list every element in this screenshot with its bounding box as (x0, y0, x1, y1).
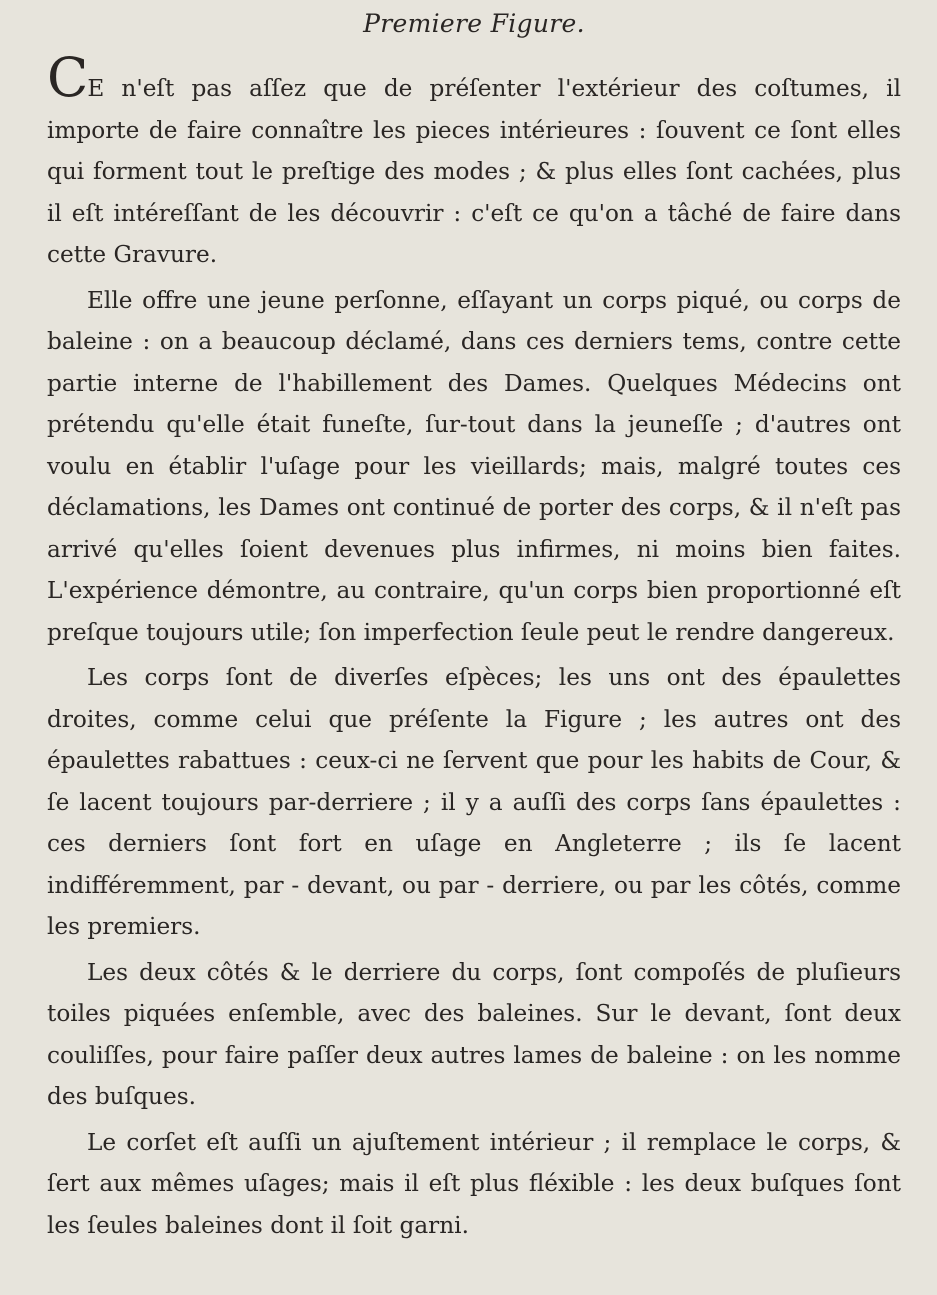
drop-cap-lead: E (87, 75, 105, 102)
paragraph-5: Le corſet eſt auſſi un ajuſtement intérieur ; il remplace le corps, & ſert aux mêmes uſages; mais il eſt plus fléxible : les deux buſques ſont les ſeules baleines dont il ſoit garni. (47, 1128, 901, 1239)
paragraph-1-text: n'eſt pas aſſez que de préſenter l'extérieur des coſtumes, il importe de faire connaître les pieces intérieures : ſouvent ce ſont elles qui forment tout le preſtige des modes ; & plus elles ſont cachées, plus il eſt intéreſſant de les découvrir : c'eſt ce qu'on a tâché de faire dans cette Gravure. (47, 75, 901, 268)
paragraph-1 (47, 46, 901, 276)
paragraph-3: Les corps ſont de diverſes eſpèces; les uns ont des épaulettes droites, comme celui que préſente la Figure ; les autres ont des épaulettes rabattues : ceux-ci ne ſervent que pour les habits de Cour, & ſe lacent toujours par-derriere ; il y a auſſi des corps ſans épaulettes : ces derniers ſont fort en uſage en Angleterre ; ils ſe lacent indifféremment, par - devant, ou par - derriere, ou par les côtés, comme les premiers. (47, 664, 901, 940)
body-text (47, 46, 901, 1246)
drop-cap: C (47, 46, 88, 109)
paragraph-2: Elle offre une jeune perſonne, eſſayant un corps piqué, ou corps de baleine : on a beaucoup déclamé, dans ces derniers tems, contre cette partie interne de l'habillement des Dames. Quelques Médecins ont prétendu qu'elle était funeſte, ſur-tout dans la jeuneſſe ; d'autres ont voulu en établir l'uſage pour les vieillards; mais, malgré toutes ces déclamations, les Dames ont continué de porter des corps, & il n'eſt pas arrivé qu'elles ſoient devenues plus infirmes, ni moins bien faites. L'expérience démontre, au contraire, qu'un corps bien proportionné eſt preſque toujours utile; ſon imperfection ſeule peut le rendre dangereux. (47, 286, 901, 646)
page-title: Premiere Figure. (363, 9, 585, 38)
paragraph-4: Les deux côtés & le derriere du corps, ſont compoſés de pluſieurs toiles piquées enſemble, avec des baleines. Sur le devant, ſont deux couliſſes, pour faire paſſer deux autres lames de baleine : on les nomme des buſques. (47, 958, 901, 1110)
